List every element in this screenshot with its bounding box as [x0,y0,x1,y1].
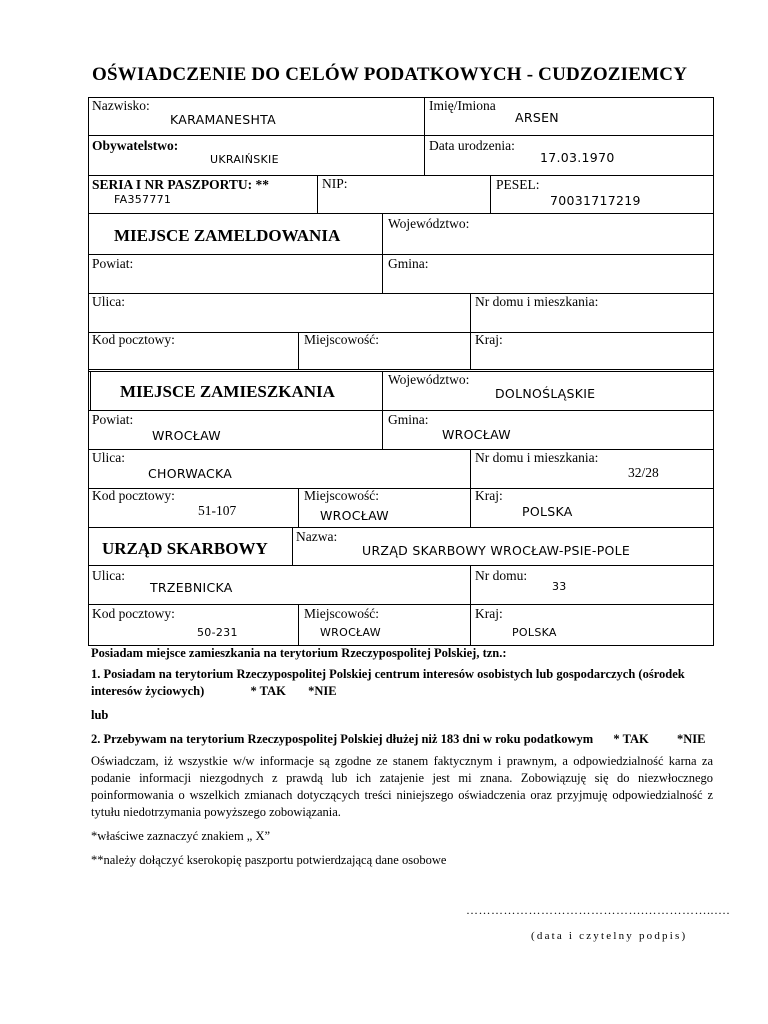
tax-postal-value[interactable]: 50-231 [197,626,238,639]
reg-commune-label: Gmina: [388,256,429,271]
res-district-label: Powiat: [92,412,134,427]
signature-line[interactable]: …………………………………….……………..…. [466,903,730,917]
tax-house-label: Nr domu: [475,568,528,583]
note-passport-copy: **należy dołączyć kserokopię paszportu potwierdzającą dane osobowe [91,853,447,867]
or-text: lub [91,708,109,722]
reg-country-label: Kraj: [475,332,503,347]
registration-heading: MIEJSCE ZAMELDOWANIA [114,226,341,245]
res-street-label: Ulica: [92,450,125,465]
tax-name-label: Nazwa: [296,529,338,544]
page-title: OŚWIADCZENIE DO CELÓW PODATKOWYCH - CUDZOZIEMCY [92,64,688,85]
names-value[interactable]: ARSEN [515,110,559,125]
res-postal-value[interactable]: 51-107 [198,503,237,518]
tax-office-heading: URZĄD SKARBOWY [102,539,268,558]
tax-city-value[interactable]: WROCŁAW [320,626,381,639]
reg-postal-label: Kod pocztowy: [92,332,175,347]
reg-house-label: Nr domu i mieszkania: [475,294,599,309]
res-country-label: Kraj: [475,488,503,503]
statement-2 [91,731,713,748]
passport-value[interactable]: FA357771 [114,193,172,206]
statement-2-text: 2. Przebywam na terytorium Rzeczypospolitej Polskiej dłużej niż 183 dni w roku podatkowym [91,732,594,746]
statement-2-tak[interactable]: * TAK [613,732,649,746]
note-mark-x: *właściwe zaznaczyć znakiem „ X” [91,829,271,843]
statement-2-nie[interactable]: *NIE [676,732,706,746]
res-district-value[interactable]: WROCŁAW [152,428,221,443]
tax-street-value[interactable]: TRZEBNICKA [150,580,233,595]
res-city-value[interactable]: WROCŁAW [320,508,389,523]
statement-1-nie[interactable]: *NIE [308,684,337,698]
res-city-label: Miejscowość: [304,488,379,503]
tax-street-label: Ulica: [92,568,125,583]
nip-label: NIP: [322,176,348,191]
res-voivodeship-value[interactable]: DOLNOŚLĄSKIE [495,386,596,401]
pesel-label: PESEL: [496,177,540,192]
surname-label: Nazwisko: [92,98,150,113]
pesel-value[interactable]: 70031717219 [550,193,641,208]
tax-city-label: Miejscowość: [304,606,379,621]
tax-house-value[interactable]: 33 [552,580,567,593]
citizenship-value[interactable]: UKRAIŃSKIE [210,153,279,166]
reg-street-label: Ulica: [92,294,125,309]
reg-district-label: Powiat: [92,256,134,271]
tax-name-value[interactable]: URZĄD SKARBOWY WROCŁAW-PSIE-POLE [362,543,631,558]
res-voivodeship-label: Województwo: [388,372,470,387]
citizenship-label: Obywatelstwo: [92,138,179,153]
surname-value[interactable]: KARAMANESHTA [170,112,276,127]
res-commune-label: Gmina: [388,412,429,427]
statement-1-tak[interactable]: * TAK [250,684,286,698]
statement-1-text: 1. Posiadam na terytorium Rzeczypospolitej Polskiej centrum interesów osobistych lub gospodarczych (ośrodek interesów życiowych) [91,667,685,698]
reg-voivodeship-label: Województwo: [388,216,470,231]
birthdate-value[interactable]: 17.03.1970 [540,150,615,165]
res-country-value[interactable]: POLSKA [522,504,573,519]
signature-caption: (data i czytelny podpis) [531,930,688,942]
reg-city-label: Miejscowość: [304,332,379,347]
passport-label: SERIA I NR PASZPORTU: ** [92,177,270,192]
names-label: Imię/Imiona [429,98,496,113]
declaration-text: Oświadczam, iż wszystkie w/w informacje są zgodne ze stanem faktycznym i prawnym, a odpowiedzialność karna za podanie informacji niezgodnych z prawdą lub ich zatajenie jest mi znana. Zobowiązuję się do niezwłocznego poinformowania o wszelkich zmianach dotyczących treści niniejszego oświadczenia oraz przyjmuję odpowiedzialność z tytułu niedotrzymania powyższego zobowiązania. [91,754,713,819]
res-house-value[interactable]: 32/28 [628,465,659,480]
res-commune-value[interactable]: WROCŁAW [442,427,511,442]
tax-country-label: Kraj: [475,606,503,621]
residence-heading: MIEJSCE ZAMIESZKANIA [120,382,335,401]
statement-1 [91,666,713,700]
birthdate-label: Data urodzenia: [429,138,515,153]
res-house-label: Nr domu i mieszkania: [475,450,599,465]
residence-intro: Posiadam miejsce zamieszkania na terytorium Rzeczypospolitej Polskiej, tzn.: [91,646,507,660]
tax-postal-label: Kod pocztowy: [92,606,175,621]
res-postal-label: Kod pocztowy: [92,488,175,503]
tax-country-value[interactable]: POLSKA [512,626,557,639]
res-street-value[interactable]: CHORWACKA [148,466,233,481]
